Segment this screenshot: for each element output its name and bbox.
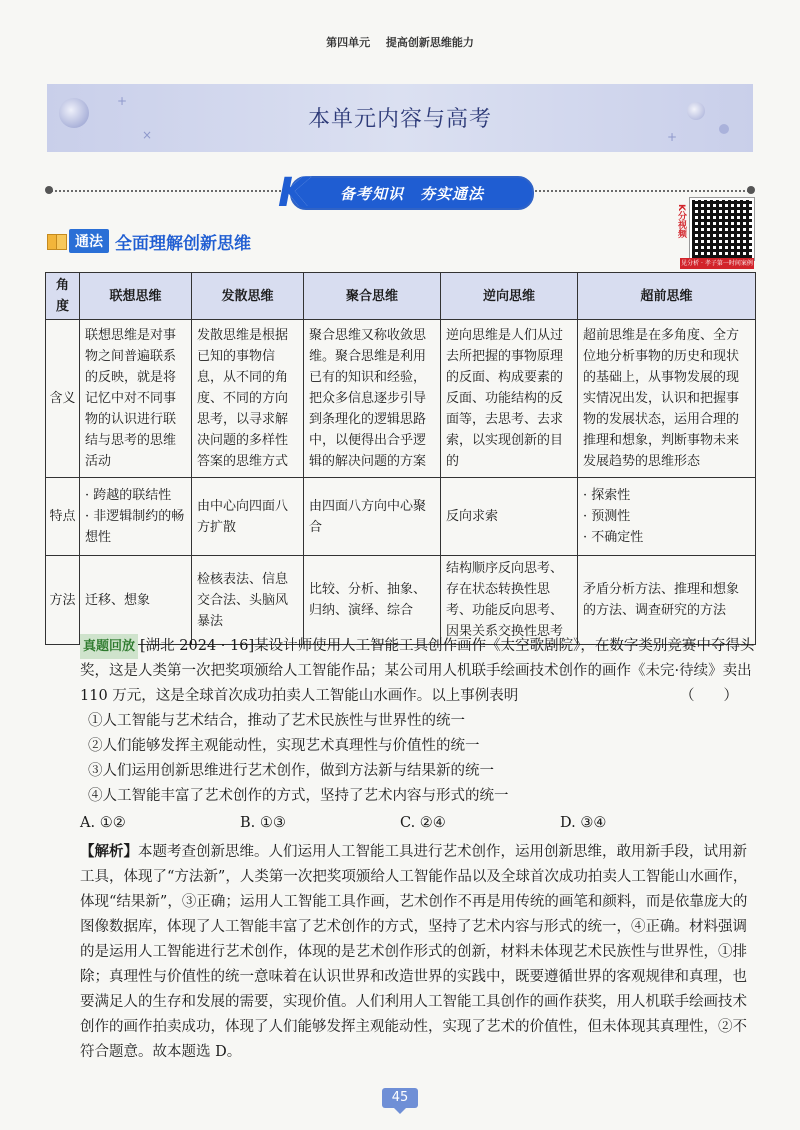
table-cell: · 跨越的联结性 · 非逻辑制约的畅想性	[80, 478, 192, 556]
table-row	[46, 320, 756, 478]
subsection-title: 全面理解创新思维	[115, 233, 251, 254]
statement-item: ③人们运用创新思维进行艺术创作，做到方法新与结果新的统一	[88, 763, 494, 779]
statement-item: ①人工智能与艺术结合，推动了艺术民族性与世界性的统一	[88, 713, 465, 729]
qr-code-icon[interactable]	[690, 198, 754, 260]
exam-question	[80, 634, 756, 1065]
analysis-label: 【解析】	[80, 844, 138, 860]
answer-options	[80, 811, 756, 836]
column-header: 角度	[46, 273, 80, 320]
table-cell: 比较、分析、抽象、归纳、演绎、综合	[304, 556, 441, 645]
column-header: 聚合思维	[304, 273, 441, 320]
book-icon	[47, 232, 65, 250]
k-logo-icon: K	[278, 170, 309, 216]
row-header: 方法	[46, 556, 80, 645]
table-cell: 逆向思维是人们从过去所把握的事物原理的反面、构成要素的反面、功能结构的反面等，去思考、去求索，以实现创新的目的	[441, 320, 578, 478]
option-b[interactable]: B. ①③	[240, 815, 286, 831]
section-label: 备考知识 夯实通法	[339, 184, 484, 203]
analysis-text: 本题考查创新思维。人们运用人工智能工具进行艺术创作，运用创新思维，敢用新手段，试用新工具，体现了“方法新”，人类第一次把奖项颁给人工智能作品以及全球首次成功拍卖人工智能山水画作，体现“结果新”，③正确；运用人工智能工具作画，艺术创作不再是用传统的画笔和颜料，而是依靠庞大的图像数据库，体现了人工智能丰富了艺术创作的方式，坚持了艺术内容与形式的统一，④正确。材料强调的是运用人工智能进行艺术创作，体现的是艺术创作形式的创新，材料未体现艺术民族性与世界性，①排除；真理性与价值性的统一意味着在认识世界和改造世界的实践中，既要遵循世界的客观规律和真理，也要满足人的生存和发展的需要，实现价值。人们利用人工智能工具创作的画作获奖，用人机联手绘画技术创作的画作拍卖成功，体现了人们能够发挥主观能动性，实现了艺术的价值性，但未体现其真理性，②不符合题意。故本题选 D。	[80, 844, 748, 1060]
sparkle-icon: +	[667, 130, 678, 144]
column-header: 逆向思维	[441, 273, 578, 320]
table-cell: 超前思维是在多角度、全方位地分析事物的历史和现状的基础上，从事物发展的现实情况出发，认识和把握事物的发展状态，运用合理的推理和想象，判断事物未来发展趋势的思维形态	[578, 320, 756, 478]
qr-side-label: K分视频	[676, 204, 686, 238]
option-a[interactable]: A. ①②	[80, 815, 126, 831]
thinking-comparison-table	[45, 272, 756, 645]
column-header: 联想思维	[80, 273, 192, 320]
table-header-row	[46, 273, 756, 320]
running-head-unit: 第四单元	[326, 36, 371, 49]
option-c[interactable]: C. ②④	[400, 815, 446, 831]
table-cell: 由四面八方向中心聚合	[304, 478, 441, 556]
column-header: 发散思维	[192, 273, 304, 320]
qr-caption: 见分析 · 孝子第一时间案例	[681, 260, 753, 267]
table-cell: 反向求索	[441, 478, 578, 556]
page-number: 45	[382, 1088, 418, 1108]
table-row	[46, 478, 756, 556]
subsection-heading	[47, 228, 251, 254]
sparkle-icon: +	[117, 94, 128, 108]
table-cell: 矛盾分析方法、推理和想象的方法、调查研究的方法	[578, 556, 756, 645]
column-header: 超前思维	[578, 273, 756, 320]
question-stem	[80, 634, 756, 709]
table-cell: 结构顺序反向思考、存在状态转换性思考、功能反向思考、因果关系交换性思考	[441, 556, 578, 645]
divider-dot-icon	[747, 186, 755, 194]
answer-bracket: （ ）	[680, 688, 738, 704]
page-number-pointer-icon	[394, 1108, 406, 1114]
table-cell: 聚合思维又称收敛思维。聚合思维是利用已有的知识和经验，把众多信息逐步引导到条理化的逻辑思路中，以便得出合乎逻辑的解决问题的方案	[304, 320, 441, 478]
table-cell: 发散思维是根据已知的事物信息，从不同的角度、不同的方向思考，以寻求解决问题的多样性答案的思维方式	[192, 320, 304, 478]
banner-title: 本单元内容与高考	[307, 107, 492, 132]
method-tag: 通法	[69, 229, 109, 253]
analysis-block	[80, 840, 756, 1065]
sparkle-icon: ×	[142, 128, 153, 142]
table-cell: 迁移、想象	[80, 556, 192, 645]
unit-banner	[47, 84, 753, 152]
running-head-title: 提高创新思维能力	[385, 36, 474, 49]
statement-item: ②人们能够发挥主观能动性，实现艺术真理性与价值性的统一	[88, 738, 480, 754]
table-row	[46, 556, 756, 645]
row-header: 含义	[46, 320, 80, 478]
running-head	[0, 34, 800, 50]
row-header: 特点	[46, 478, 80, 556]
option-d[interactable]: D. ③④	[560, 815, 607, 831]
table-cell: 检核表法、信息交合法、头脑风暴法	[192, 556, 304, 645]
statement-item: ④人工智能丰富了艺术创作的方式，坚持了艺术内容与形式的统一	[88, 788, 509, 804]
question-tag: 真题回放	[80, 634, 138, 659]
divider-dot-icon	[45, 186, 53, 194]
table-cell: 由中心向四面八方扩散	[192, 478, 304, 556]
table-cell: 联想思维是对事物之间普遍联系的反映，就是将记忆中对不同事物的认识进行联结与思考的思维活动	[80, 320, 192, 478]
question-text: 某设计师使用人工智能工具创作画作《太空歌剧院》，在数字类别竞赛中夺得头奖，这是人类第一次把奖项颁给人工智能作品；某公司用人机联手绘画技术创作的画作《未完·待续》卖出 110 万元，这是全球首次成功拍卖人工智能山水画作。以上事例表明	[80, 638, 755, 704]
table-cell: · 探索性 · 预测性 · 不确定性	[578, 478, 756, 556]
section-badge	[278, 170, 534, 216]
question-source: [湖北 2024 · 16]	[140, 638, 255, 654]
